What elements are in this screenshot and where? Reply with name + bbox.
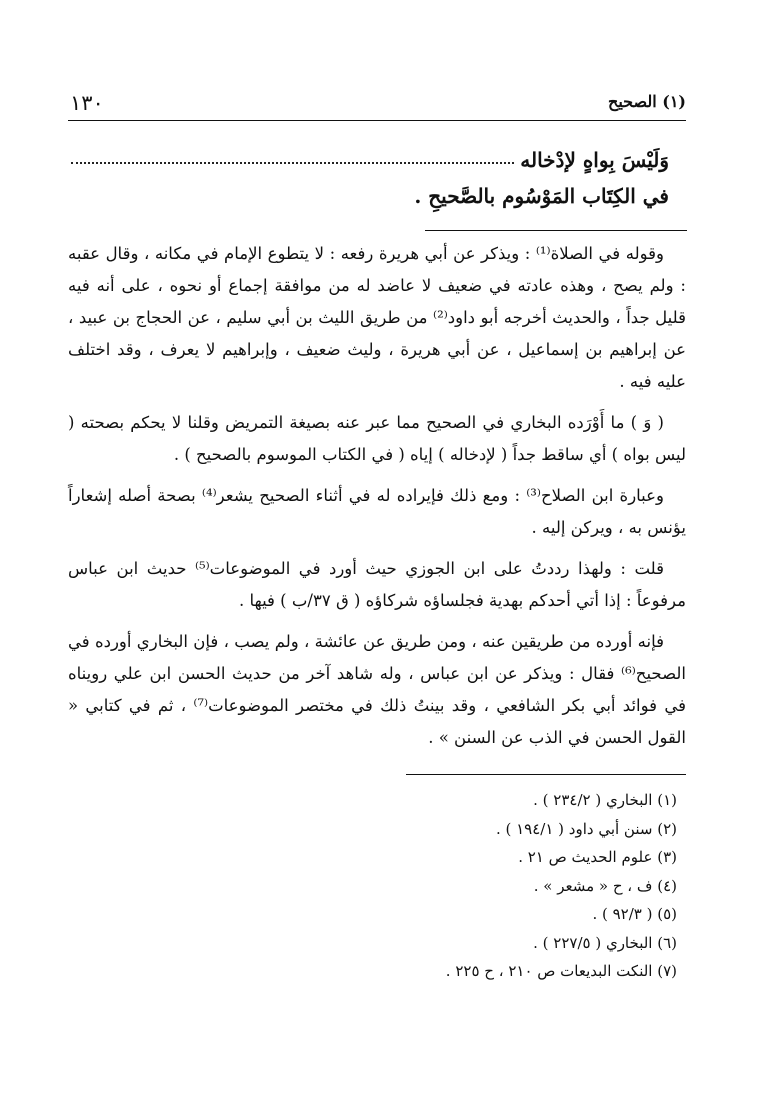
paragraph: فإنه أورده من طريقين عنه ، ومن طريق عن عائشة ، ولم يصب ، فإن البخاري أورده في الصحيح⁽⁶⁾ فقال : ويذكر عن ابن عباس ، وله شاهد آخر من حديث الحسن ابن علي رويناه في فوائد أبي بكر الشافعي ، وقد بينتُ ذلك في مختصر الموضوعات⁽⁷⁾ ، ثم في كتابي « القول الحسن في الذب عن السنن » . [68, 632, 686, 747]
verse-text-1: وَلَيْسَ بِواهٍ لإدْخاله [520, 148, 669, 172]
footnote-separator-rule [406, 774, 686, 775]
verse-separator-rule [425, 230, 687, 231]
footnote: (٥) ( ٩٢/٣ ) . [592, 905, 677, 923]
running-title: (١) الصحيح [608, 92, 686, 111]
page-header [68, 91, 686, 121]
footnote: (٦) البخاري ( ٢٢٧/٥ ) . [533, 933, 677, 952]
verse-dotted-leader [71, 161, 514, 164]
footnote: (١) البخاري ( ٢٣٤/٢ ) . [533, 791, 677, 809]
verse-line-1 [71, 138, 669, 172]
footnote: (٣) علوم الحديث ص ٢١ . [518, 848, 677, 866]
footnotes [117, 786, 677, 986]
paragraph: وعبارة ابن الصلاح⁽³⁾ : ومع ذلك فإيراده له في أثناء الصحيح يشعر⁽⁴⁾ بصحة أصله إشعاراً يؤنس به ، ويركن إليه . [68, 486, 686, 537]
page-number: ١٣٠ [70, 91, 104, 115]
verse-block [71, 138, 669, 218]
footnote: (٧) النكت البديعات ص ٢١٠ ، ح ٢٢٥ . [445, 962, 677, 980]
footnote: (٤) ف ، ح « مشعر » . [533, 876, 677, 895]
paragraph: قلت : ولهذا رددتُ على ابن الجوزي حيث أورد في الموضوعات⁽⁵⁾ حديث ابن عباس مرفوعاً : إذا أتي أحدكم بهدية فجلساؤه شركاؤه ( ق ٣٧/ب ) فيها . [68, 559, 686, 610]
verse-line-2: في الكِتَاب المَوْسُوم بالصَّحيحِ . [414, 184, 669, 208]
paragraph: ( وَ ) ما أَوْرَده البخاري في الصحيح مما عبر عنه بصيغة التمريض وقلنا لا يحكم بصحته ( ليس بواه ) أي ساقط جداً ( لإدخاله ) إياه ( في الكتاب الموسوم بالصحيح ) . [68, 413, 686, 464]
paragraph: وقوله في الصلاة⁽¹⁾ : ويذكر عن أبي هريرة رفعه : لا يتطوع الإمام في مكانه ، وقال عقبه : ولم يصح ، وهذه عادته في ضعيف لا عاضد له من موافقة إجماع أو نحوه ، على أنه فيه قليل جداً ، والحديث أخرجه أبو داود⁽²⁾ من طريق الليث بن أبي سليم ، عن الحجاج بن عبيد ، عن إبراهيم بن إسماعيل ، عن أبي هريرة ، وليث ضعيف ، وإبراهيم لا يعرف ، وقد اختلف عليه فيه . [68, 244, 687, 391]
commentary-body [68, 238, 686, 763]
footnote: (٢) سنن أبي داود ( ١٩٤/١ ) . [495, 819, 677, 838]
